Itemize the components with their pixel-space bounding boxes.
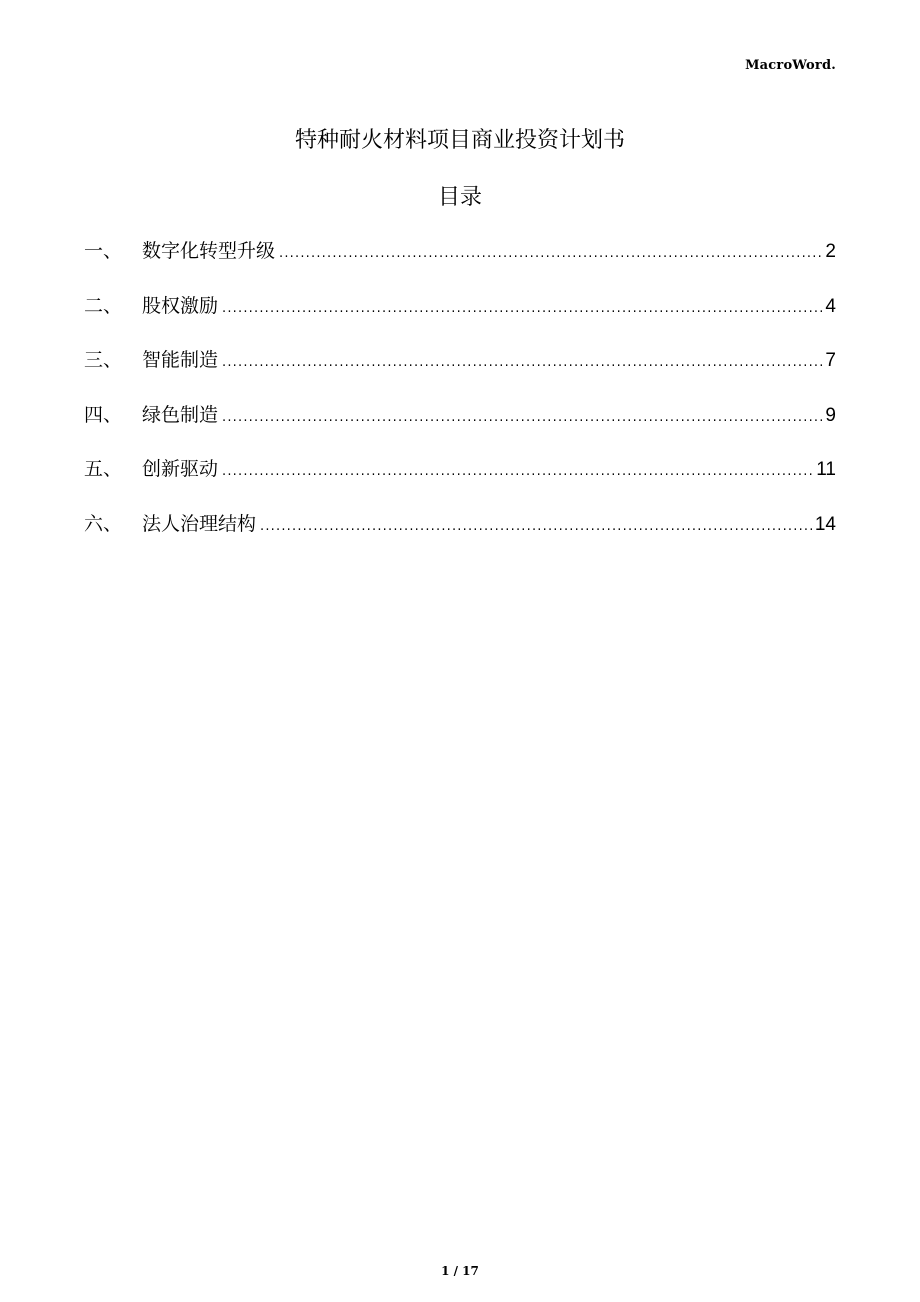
table-of-contents <box>84 236 836 564</box>
toc-entry[interactable] <box>84 454 836 509</box>
toc-entry-label[interactable]: 绿色制造 <box>142 403 219 426</box>
document-title: 特种耐火材料项目商业投资计划书 <box>294 128 625 153</box>
toc-entry-label[interactable]: 股权激励 <box>142 294 219 317</box>
toc-entry-page[interactable]: 9 <box>825 404 836 426</box>
toc-entry-label[interactable]: 法人治理结构 <box>142 512 257 535</box>
page-indicator: 1 / 17 <box>441 1264 479 1278</box>
toc-entry-number: 一、 <box>84 240 123 262</box>
toc-entry-number: 四、 <box>84 403 123 426</box>
header-brand: MacroWord. <box>745 58 836 73</box>
toc-heading: 目录 <box>437 185 482 210</box>
toc-entry-number: 五、 <box>84 458 123 481</box>
toc-entry-page[interactable]: 7 <box>825 350 836 372</box>
toc-dot-leader <box>222 464 814 479</box>
toc-dot-leader <box>260 519 813 534</box>
toc-entry[interactable] <box>84 400 836 455</box>
toc-entry-label[interactable]: 数字化转型升级 <box>142 240 276 262</box>
toc-entry-label[interactable]: 创新驱动 <box>142 458 219 481</box>
toc-entry-number: 二、 <box>84 294 123 317</box>
toc-entry-number: 三、 <box>84 349 123 372</box>
toc-entry[interactable] <box>84 236 836 291</box>
toc-entry-label[interactable]: 智能制造 <box>142 349 219 372</box>
toc-dot-leader <box>222 355 823 370</box>
toc-entry[interactable] <box>84 345 836 400</box>
toc-entry[interactable] <box>84 291 836 346</box>
toc-entry-page[interactable]: 2 <box>825 241 836 262</box>
toc-entry-page[interactable]: 11 <box>816 459 836 481</box>
toc-entry-page[interactable]: 4 <box>825 295 836 317</box>
toc-dot-leader <box>222 301 823 316</box>
toc-entry-page[interactable]: 14 <box>814 513 836 535</box>
toc-dot-leader <box>279 246 823 261</box>
toc-dot-leader <box>222 410 823 425</box>
toc-entry-number: 六、 <box>84 512 123 535</box>
toc-entry[interactable] <box>84 509 836 564</box>
